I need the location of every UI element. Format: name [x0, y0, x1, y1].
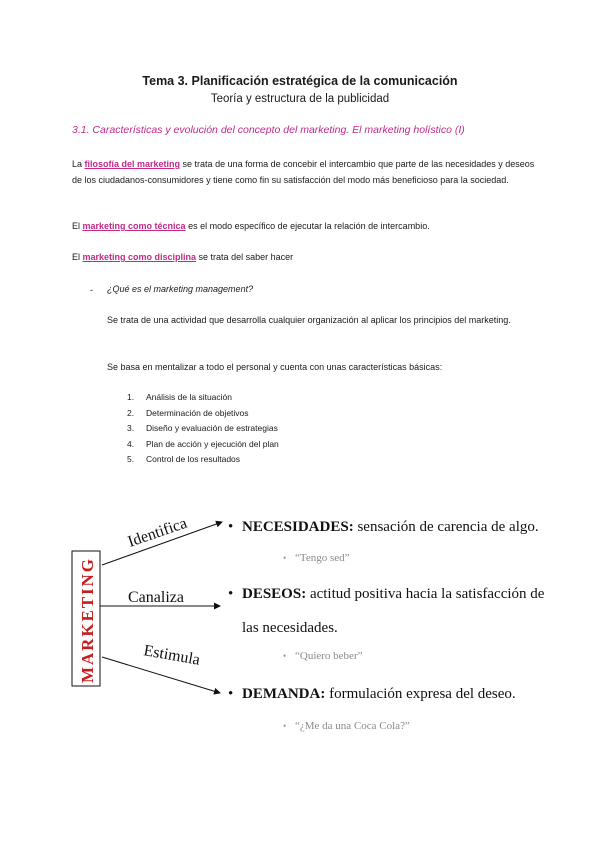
- list-item: [127, 452, 279, 468]
- management-definition: Se trata de una actividad que desarrolla cualquier organización al aplicar los principios del marketing.: [107, 315, 511, 325]
- definition-deseos-cont: las necesidades.: [242, 620, 338, 636]
- step-number: 2.: [127, 407, 135, 418]
- term-filosofia-marketing: filosofía del marketing: [84, 159, 181, 169]
- paragraph-prefix: El: [72, 221, 83, 231]
- step-number: 1.: [127, 392, 135, 402]
- paragraph-filosofia: [72, 156, 542, 188]
- management-intro: Se basa en mentalizar a todo el personal y cuenta con unas características básicas:: [107, 362, 443, 372]
- list-item: [127, 390, 279, 406]
- definition-deseos: actitud positiva hacia la satisfacción de: [306, 586, 545, 602]
- arrow-estimula: [102, 657, 220, 693]
- bullet-demanda: •: [228, 686, 234, 702]
- list-item: [127, 406, 279, 422]
- question-dash: -: [90, 285, 93, 295]
- step-text: Análisis de la situación: [146, 392, 232, 402]
- paragraph-tecnica: [72, 218, 542, 234]
- section-heading: 3.1. Características y evolución del concepto del marketing. El marketing holístico (I): [72, 124, 465, 136]
- bullet-necesidades: •: [228, 519, 234, 535]
- term-necesidades: NECESIDADES:: [242, 519, 354, 535]
- marketing-diagram: [0, 495, 600, 755]
- term-deseos: DESEOS:: [242, 586, 307, 602]
- document-title: Tema 3. Planificación estratégica de la comunicación: [142, 74, 458, 88]
- item-demanda: [242, 686, 516, 702]
- list-item: [127, 437, 279, 453]
- marketing-label: MARKETING: [78, 558, 97, 683]
- verb-estimula: Estimula: [142, 642, 202, 669]
- verb-identifica: Identifica: [125, 514, 190, 551]
- example-tengo-sed: “Tengo sed”: [295, 552, 350, 564]
- example-quiero-beber: “Quiero beber”: [295, 650, 363, 662]
- verb-canaliza: Canaliza: [128, 589, 184, 606]
- paragraph-prefix: El: [72, 252, 83, 262]
- step-number: 3.: [127, 423, 135, 433]
- step-text: Control de los resultados: [146, 454, 241, 464]
- step-text: Determinación de objetivos: [146, 407, 249, 418]
- term-marketing-disciplina: marketing como disciplina: [82, 252, 197, 262]
- item-deseos: [242, 586, 545, 602]
- step-number: 4.: [127, 438, 135, 449]
- step-number: 5.: [127, 454, 135, 464]
- document-subtitle: Teoría y estructura de la publicidad: [210, 93, 390, 105]
- term-demanda: DEMANDA:: [242, 686, 326, 702]
- example-bullet: •: [283, 651, 287, 661]
- paragraph-text: es el modo específico de ejecutar la relación de intercambio.: [185, 221, 430, 231]
- term-marketing-tecnica: marketing como técnica: [82, 221, 186, 231]
- step-text: Diseño y evaluación de estrategias: [146, 423, 278, 433]
- paragraph-text: se trata de una forma de concebir el intercambio que parte de las necesidades y deseos de los ciudadanos-consumidores y tiene como fin su satisfacción del modo más beneficioso para la sociedad.: [72, 159, 535, 185]
- example-bullet: •: [283, 721, 287, 731]
- paragraph-disciplina: [72, 249, 542, 265]
- example-bullet: •: [283, 553, 287, 563]
- steps-list: [127, 390, 279, 468]
- bullet-deseos: •: [228, 586, 234, 602]
- example-coca-cola: “¿Me da una Coca Cola?”: [295, 720, 410, 732]
- list-item: [127, 421, 279, 437]
- step-text: Plan de acción y ejecución del plan: [146, 438, 279, 449]
- paragraph-prefix: La: [72, 159, 85, 169]
- definition-necesidades: sensación de carencia de algo.: [353, 519, 539, 535]
- item-necesidades: [242, 519, 539, 535]
- question-heading: ¿Qué es el marketing management?: [107, 284, 254, 294]
- paragraph-text: se trata del saber hacer: [196, 252, 294, 262]
- definition-demanda: formulación expresa del deseo.: [325, 686, 516, 702]
